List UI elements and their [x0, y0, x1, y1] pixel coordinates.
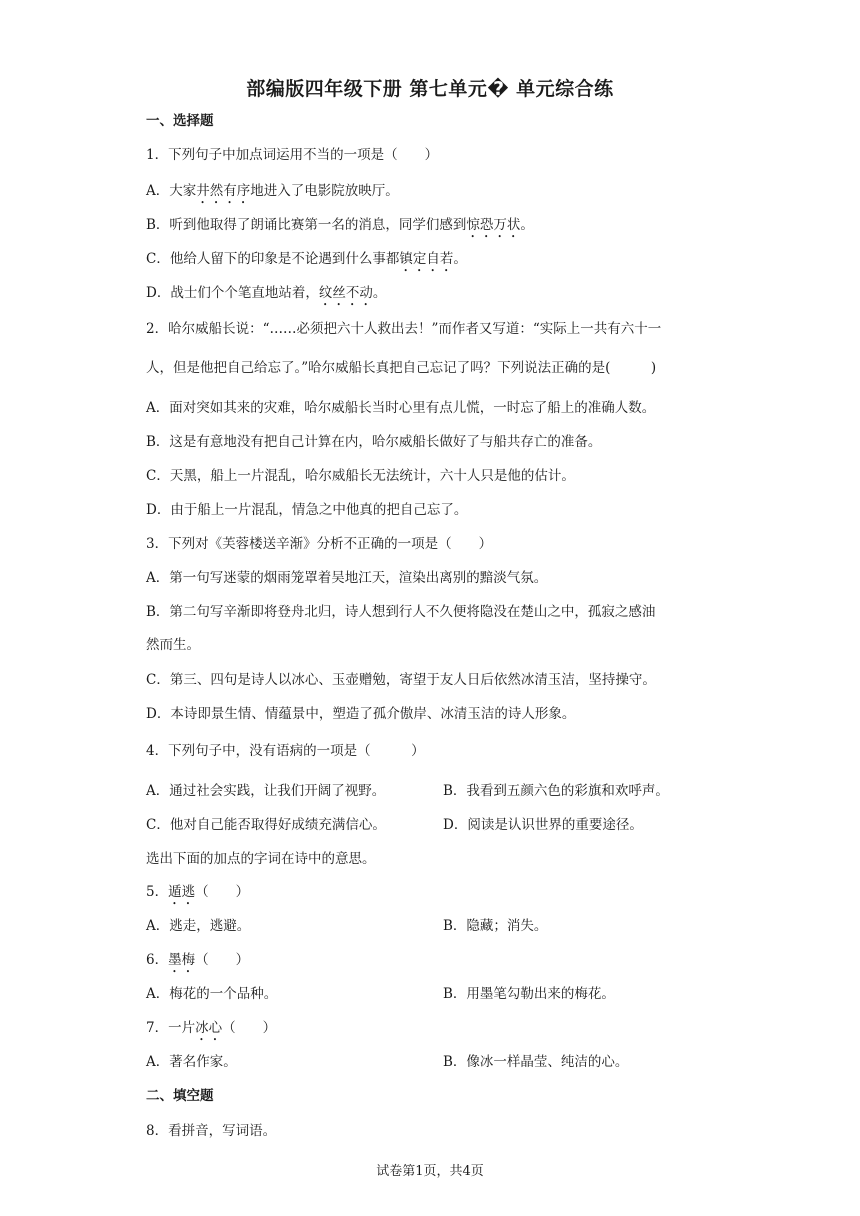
question-3-option-b-line-2: 然而生。 [146, 637, 200, 653]
emphasized-word: 镇定自若 [399, 251, 454, 267]
question-4-option-a: A．通过社会实践，让我们开阔了视野。 [146, 783, 386, 799]
emphasized-word: 墨梅 [168, 952, 196, 968]
question-6-stem: 6．墨梅（ ） [146, 952, 250, 968]
question-3-option-c: C．第三、四句是诗人以冰心、玉壶赠勉，寄望于友人日后依然冰清玉洁，坚持操守。 [146, 672, 656, 688]
question-4-option-d: D．阅读是认识世界的重要途径。 [443, 817, 643, 833]
question-2-stem-line-2: 人，但是他把自己给忘了。”哈尔威船长真把自己忘记了吗？下列说法正确的是( ) [146, 360, 657, 376]
emphasized-word: 冰心 [195, 1020, 223, 1036]
question-4-option-c: C．他对自己能否取得好成绩充满信心。 [146, 817, 386, 833]
question-2-option-a: A．面对突如其来的灾难，哈尔威船长当时心里有点儿慌，一时忘了船上的准确人数。 [146, 400, 656, 416]
page-title: 部编版四年级下册 第七单元� 单元综合练 [246, 78, 614, 100]
question-4-option-b: B．我看到五颜六色的彩旗和欢呼声。 [443, 783, 669, 799]
question-5-option-a: A．逃走，逃避。 [146, 918, 251, 934]
emphasized-word: 纹丝不动 [318, 285, 373, 301]
question-8-stem: 8．看拼音，写词语。 [146, 1123, 277, 1139]
question-2-option-d: D．由于船上一片混乱，情急之中他真的把自己忘了。 [146, 502, 468, 518]
question-4-stem: 4．下列句子中，没有语病的一项是（ ） [146, 743, 425, 759]
instruction-text: 选出下面的加点的字词在诗中的意思。 [146, 851, 376, 867]
question-7-stem: 7．一片冰心（ ） [146, 1020, 277, 1036]
question-2-option-c: C．天黑，船上一片混乱，哈尔威船长无法统计，六十人只是他的估计。 [146, 468, 575, 484]
question-2-option-b: B．这是有意地没有把自己计算在内，哈尔威船长做好了与船共存亡的准备。 [146, 434, 602, 450]
question-1-option-d: D．战士们个个笔直地站着，纹丝不动。 [146, 285, 387, 301]
question-6-option-b: B．用墨笔勾勒出来的梅花。 [443, 986, 615, 1002]
emphasized-word: 惊恐万状 [466, 217, 521, 233]
question-3-option-d: D．本诗即景生情、情蕴景中，塑造了孤介傲岸、冰清玉洁的诗人形象。 [146, 706, 576, 722]
question-7-option-b: B．像冰一样晶莹、纯洁的心。 [443, 1054, 629, 1070]
question-1-stem: 1．下列句子中加点词运用不当的一项是（ ） [146, 147, 439, 163]
question-7-option-a: A．著名作家。 [146, 1054, 237, 1070]
question-1-option-b: B．听到他取得了朗诵比赛第一名的消息，同学们感到惊恐万状。 [146, 217, 534, 233]
question-3-stem: 3．下列对《芙蓉楼送辛渐》分析不正确的一项是（ ） [146, 536, 493, 552]
question-5-stem: 5．遁逃（ ） [146, 884, 250, 900]
emphasized-word: 遁逃 [168, 884, 196, 900]
question-3-option-b-line-1: B．第二句写辛渐即将登舟北归，诗人想到行人不久便将隐没在楚山之中，孤寂之感油 [146, 604, 656, 620]
question-3-option-a: A．第一句写迷蒙的烟雨笼罩着吴地江天，渲染出离别的黯淡气氛。 [146, 570, 548, 586]
question-6-option-a: A．梅花的一个品种。 [146, 986, 278, 1002]
emphasized-word: 井然有序 [196, 183, 251, 199]
section-heading-choice: 一、选择题 [146, 113, 214, 129]
question-2-stem-line-1: 2．哈尔威船长说：“……必须把六十人救出去！”而作者又写道：“实际上一共有六十一 [146, 321, 662, 337]
question-1-option-a: A．大家井然有序地进入了电影院放映厅。 [146, 183, 399, 199]
question-5-option-b: B．隐藏；消失。 [443, 918, 548, 934]
section-heading-fill: 二、填空题 [146, 1088, 214, 1104]
page-footer: 试卷第1页，共4页 [376, 1164, 484, 1179]
question-1-option-c: C．他给人留下的印象是不论遇到什么事都镇定自若。 [146, 251, 467, 267]
